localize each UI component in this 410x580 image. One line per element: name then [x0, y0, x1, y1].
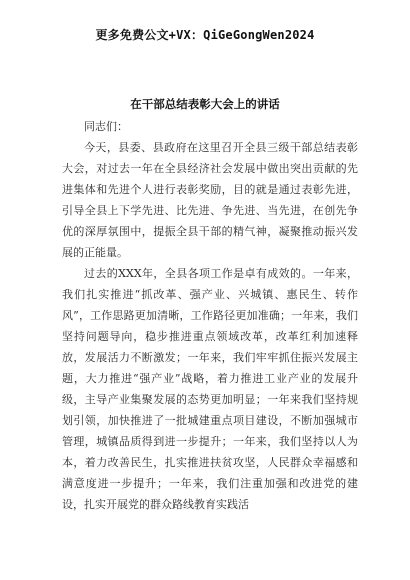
promo-header: 更多免费公文+VX：QiGeGongWen2024 — [95, 28, 315, 42]
document-body — [62, 116, 358, 515]
salutation: 同志们： — [84, 120, 128, 133]
paragraph-2: 过去的XXX年，全县各项工作是卓有成效的。一年来，我们扎实推进“抓改革、强产业、兴城镇、惠民生、转作风”，工作思路更加清晰，工作路径更加准确；一年来，我们坚持问题导向，稳步推进重点领域改革，改革红利加速释放，发展活力不断激发；一年来，我们牢牢抓住振兴发展主题，大力推进“强产业”战略，着力推进工业产业的发展升级，主导产业集聚发展的态势更加明显；一年来我们坚持规划引领，加快推进了一批城建重点项目建设，不断加强城市管理，城镇品质得到进一步提升；一年来，我们坚持以人为本，着力改善民生，扎实推进扶贫攻坚，人民群众幸福感和满意度进一步提升；一年来，我们注重加强和改进党的建设，扎实开展党的群众路线教育实践活 — [62, 267, 358, 511]
document-title: 在干部总结表彰大会上的讲话 — [130, 97, 280, 111]
paragraph-1: 今天，县委、县政府在这里召开全县三级干部总结表彰大会，对过去一年在全县经济社会发展中做出突出贡献的先进集体和先进个人进行表彰奖励，目的就是通过表彰先进，引导全县上下学先进、比先进、争先进、当先进，在创先争优的深厚氛围中，提振全县干部的精气神，凝聚推动振兴发展的正能量。 — [62, 141, 358, 259]
